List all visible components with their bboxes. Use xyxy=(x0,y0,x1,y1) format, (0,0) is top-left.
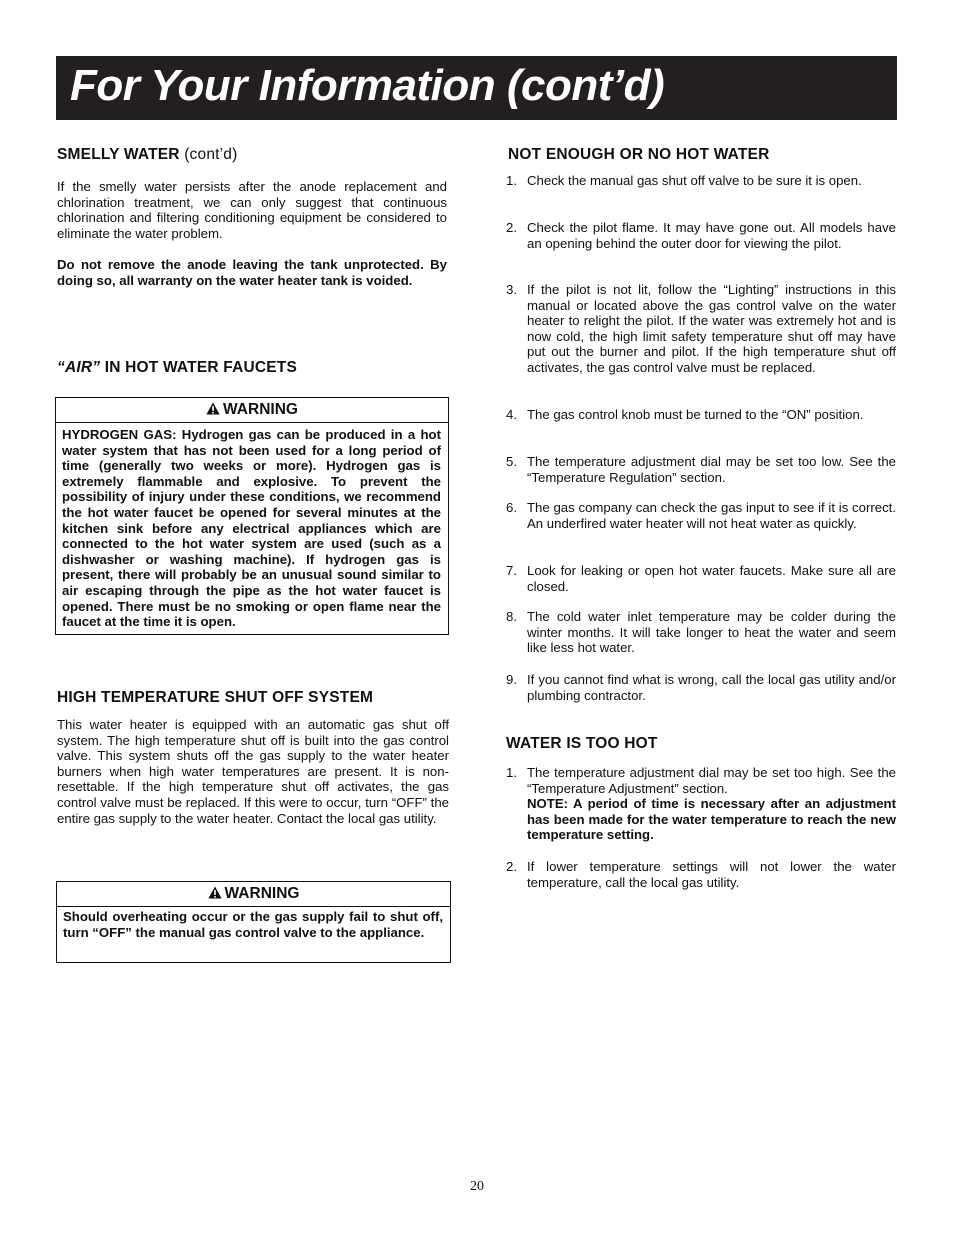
list-item-number: 2. xyxy=(506,220,517,235)
hydrogen-warning-box xyxy=(55,397,449,635)
warning-triangle-icon xyxy=(206,399,220,423)
smelly-water-paragraph: If the smelly water persists after the anode replacement and chlorination treatment, we can only suggest that continuous chlorination and filtering conditioning equipment be considered to eliminate the water problem. xyxy=(57,179,447,241)
list-item-text: The temperature adjustment dial may be set too high. See the “Temperature Adjustment” section. xyxy=(527,765,896,796)
list-item-text: Check the manual gas shut off valve to be sure it is open. xyxy=(527,173,862,188)
list-item-text: If the pilot is not lit, follow the “Lighting” instructions in this manual or located above the gas control valve on the water heater to relight the pilot. If the water was extremely hot and is now cold, the high limit safety temperature shut off may have put out the burner and pilot. If the high temperature shut off activates, the gas control valve must be replaced. xyxy=(527,282,896,375)
warning-label: WARNING xyxy=(224,885,300,902)
smelly-water-heading-suffix: (cont’d) xyxy=(179,146,238,163)
warning-header xyxy=(56,398,448,423)
list-item-text: If you cannot find what is wrong, call the local gas utility and/or plumbing contractor. xyxy=(527,672,896,703)
smelly-water-heading xyxy=(57,145,237,165)
overheating-warning-text: Should overheating occur or the gas supply fail to shut off, turn “OFF” the manual gas control valve to the appliance. xyxy=(63,909,443,940)
list-item-text: The cold water inlet temperature may be colder during the winter months. It will take longer to heat the water and seem like less hot water. xyxy=(527,609,896,656)
warning-triangle-icon xyxy=(208,883,222,907)
list-item-number: 5. xyxy=(506,454,517,469)
air-heading-italic: “AIR” xyxy=(57,359,101,376)
warning-label: WARNING xyxy=(223,401,298,418)
water-too-hot-heading: WATER IS TOO HOT xyxy=(506,735,658,752)
list-item-text: The temperature adjustment dial may be set too low. See the “Temperature Regulation” section. xyxy=(527,454,896,485)
list-item-number: 3. xyxy=(506,282,517,297)
list-item-text: Check the pilot flame. It may have gone out. All models have an opening behind the outer door for viewing the pilot. xyxy=(527,220,896,251)
page-header xyxy=(56,56,897,120)
page-number: 20 xyxy=(470,1179,484,1194)
list-item-number: 2. xyxy=(506,859,517,874)
list-item-body xyxy=(527,765,896,843)
list-item-number: 8. xyxy=(506,609,517,624)
list-item-text: The gas company can check the gas input to see if it is correct. An underfired water heater will not heat water as quickly. xyxy=(527,500,896,531)
air-heading-rest: IN HOT WATER FAUCETS xyxy=(100,359,298,376)
high-temp-shutoff-heading: HIGH TEMPERATURE SHUT OFF SYSTEM xyxy=(57,689,374,706)
air-in-faucets-heading xyxy=(57,358,297,378)
overheating-warning-box xyxy=(56,881,451,963)
list-item-text: If lower temperature settings will not lower the water temperature, call the local gas utility. xyxy=(527,859,896,890)
list-item-text: The gas control knob must be turned to the “ON” position. xyxy=(527,407,864,422)
warning-header xyxy=(57,882,450,907)
not-enough-hot-water-heading: NOT ENOUGH OR NO HOT WATER xyxy=(508,146,770,163)
list-item-number: 9. xyxy=(506,672,517,687)
list-item-text: Look for leaking or open hot water faucets. Make sure all are closed. xyxy=(527,563,896,594)
list-item-number: 7. xyxy=(506,563,517,578)
anode-warning-paragraph: Do not remove the anode leaving the tank unprotected. By doing so, all warranty on the water heater tank is voided. xyxy=(57,257,447,288)
page-title: For Your Information (cont’d) xyxy=(70,61,665,110)
hydrogen-warning-text: HYDROGEN GAS: Hydrogen gas can be produced in a hot water system that has not been used for a long period of time (generally two weeks or more). Hydrogen gas is extremely flammable and explosive. To prevent the possibility of injury under these conditions, we recommend the hot water faucet be opened for several minutes at the kitchen sink before any electrical appliances which are connected to the hot water system are used (such as a dishwasher or washing machine). If hydrogen gas is present, there will probably be an unusual sound similar to air escaping through the pipe as the hot water faucet is opened. There must be no smoking or open flame near the faucet at the time it is open. xyxy=(62,427,441,630)
list-item-number: 1. xyxy=(506,173,517,188)
list-item-note: NOTE: A period of time is necessary after an adjustment has been made for the water temperature to reach the new temperature setting. xyxy=(527,796,896,843)
list-item-number: 4. xyxy=(506,407,517,422)
smelly-water-heading-text: SMELLY WATER xyxy=(57,146,180,163)
list-item-number: 1. xyxy=(506,765,517,780)
list-item-number: 6. xyxy=(506,500,517,515)
high-temp-shutoff-paragraph: This water heater is equipped with an automatic gas shut off system. The high temperature shut off is built into the gas control valve. This system shuts off the gas supply to the water heater burners when high water temperatures are present. It is non-resettable. If the high temperature shut off activates, the gas control valve must be replaced. If this were to occur, turn “OFF” the entire gas supply to the water heater. Contact the local gas utility. xyxy=(57,717,449,826)
